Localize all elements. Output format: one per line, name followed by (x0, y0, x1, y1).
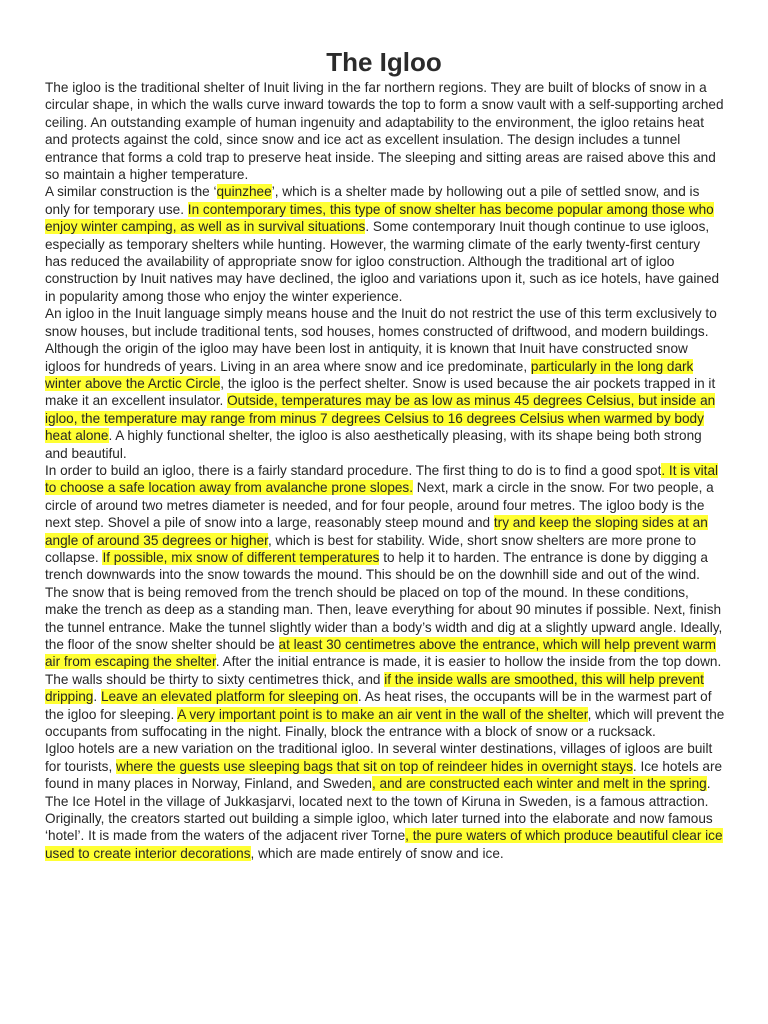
text-segment: . As heat rises, the occupants will be in the warmest part of the igloo for sleeping. (45, 689, 712, 722)
highlighted-text: Leave an elevated platform for sleeping on (100, 689, 358, 705)
paragraph (45, 183, 725, 305)
paragraph (45, 740, 725, 862)
text-segment: . Ice hotels are found in many places in Norway, Finland, and Sweden (45, 758, 723, 792)
document-body (45, 79, 725, 862)
text-segment: , the igloo is the perfect shelter. Snow is used because the air pockets trapped in it make it an excellent insulator. (45, 375, 716, 409)
paragraph (45, 462, 725, 741)
text-segment: . A highly functional shelter, the igloo is also aesthetically pleasing, with its shape being both strong and beautiful. (45, 428, 702, 461)
text-segment: to help it to harden. The entrance is done by digging a trench downwards into the snow towards the mound. This should be on the downhill side and out of the wind. The snow that is being removed from the trench should be placed on top of the mound. In these conditions, make the trench as deep as a standing man. Then, leave everything for about 90 minutes if possible. Next, finish the tunnel entrance. Make the tunnel slightly wider than a body’s width and dig at a slightly upward angle. Ideally, the floor of the snow shelter should be (45, 549, 723, 652)
text-segment: . After the initial entrance is made, it is easier to hollow the inside from the top down. The walls should be thirty to sixty centimetres thick, and (45, 654, 722, 687)
highlighted-text: where the guests use sleeping bags that sit on top of reindeer hides in overnight stays (116, 758, 633, 774)
highlighted-text: at least 30 centimetres above the entrance, which will help prevent warm air from escaping the shelter (45, 637, 717, 670)
text-segment: . (93, 689, 101, 705)
highlighted-text: . It is vital to choose a safe location away from avalanche prone slopes. (45, 462, 719, 496)
text-segment: , which are made entirely of snow and ice. (250, 845, 504, 861)
highlighted-text: , the pure waters of which produce beautiful clear ice used to create interior decorations (45, 828, 723, 861)
page-title: The Igloo (326, 47, 442, 77)
text-segment: In order to build an igloo, there is a fairly standard procedure. The first thing to do is to find a good spot (45, 462, 662, 478)
text-segment: , which will prevent the occupants from suffocating in the night. Finally, block the entrance with a block of snow or a rucksack. (45, 706, 725, 740)
highlighted-text: try and keep the sloping sides at an angle of around 35 degrees or higher (45, 515, 708, 548)
text-segment: , which is best for stability. Wide, short snow shelters are more prone to collapse. (45, 532, 697, 565)
text-segment: A similar construction is the ‘ (45, 184, 217, 200)
highlighted-text: if the inside walls are smoothed, this will help prevent dripping (45, 671, 704, 705)
paragraph (45, 79, 725, 183)
text-segment: An igloo in the Inuit language simply means house and the Inuit do not restrict the use of this term exclusively to snow houses, but include traditional tents, sod houses, homes constructed of driftwood, and modern buildings. Although the origin of the igloo may have been lost in antiquity, it is known that Inuit have constructed snow igloos for hundreds of years. Living in an area where snow and ice predominate, (45, 306, 717, 374)
highlighted-text: particularly in the long dark winter above the Arctic Circle (45, 358, 694, 391)
paragraph (45, 305, 725, 462)
text-segment: Next, mark a circle in the snow. For two people, a circle of around two metres diameter is needed, and for four people, around four metres. The igloo body is the next step. Shovel a pile of snow into a large, reasonably steep mound and (45, 480, 714, 531)
text-segment: The igloo is the traditional shelter of Inuit living in the far northern regions. They are built of blocks of snow in a circular shape, in which the walls curve inward towards the top to form a snow vault with a self-supporting arched ceiling. An outstanding example of human ingenuity and adaptability to the environment, the igloo retains heat and protects against the cold, since snow and ice act as excellent insulation. The design includes a tunnel entrance that forms a cold trap to preserve heat inside. The sleeping and sitting areas are raised above this and so maintain a higher temperature. (45, 80, 724, 183)
text-segment: . The Ice Hotel in the village of Jukkasjarvi, located next to the town of Kiruna in Sweden, is a famous attraction. Originally, the creators started out building a simple igloo, which later turned into the elaborate and now famous ‘hotel’. It is made from the waters of the adjacent river Torne (45, 776, 713, 844)
highlighted-text: Outside, temperatures may be as low as minus 45 degrees Celsius, but inside an igloo, the temperature may range from minus 7 degrees Celsius to 16 degrees Celsius when warmed by body heat alone (45, 393, 716, 444)
text-segment: . Some contemporary Inuit though continue to use igloos, especially as temporary shelters while hunting. However, the warming climate of the early twenty-first century has reduced the availability of appropriate snow for igloo construction. Although the traditional art of igloo construction by Inuit natives may have declined, the igloo and variations upon it, such as ice hotels, have gained in popularity among those who enjoy the winter experience. (45, 219, 720, 304)
text-segment: ’, which is a shelter made by hollowing out a pile of settled snow, and is only for temporary use. (45, 184, 700, 217)
highlighted-text: A very important point is to make an air vent in the wall of the shelter (177, 706, 588, 722)
highlighted-text: If possible, mix snow of different temperatures (102, 549, 380, 565)
highlighted-text: , and are constructed each winter and melt in the spring (371, 776, 707, 792)
highlighted-text: In contemporary times, this type of snow shelter has become popular among those who enjoy winter camping, as well as in survival situations (45, 201, 714, 235)
text-segment: Igloo hotels are a new variation on the traditional igloo. In several winter destinations, villages of igloos are built for tourists, (45, 741, 713, 774)
highlighted-text: quinzhee (216, 184, 272, 200)
